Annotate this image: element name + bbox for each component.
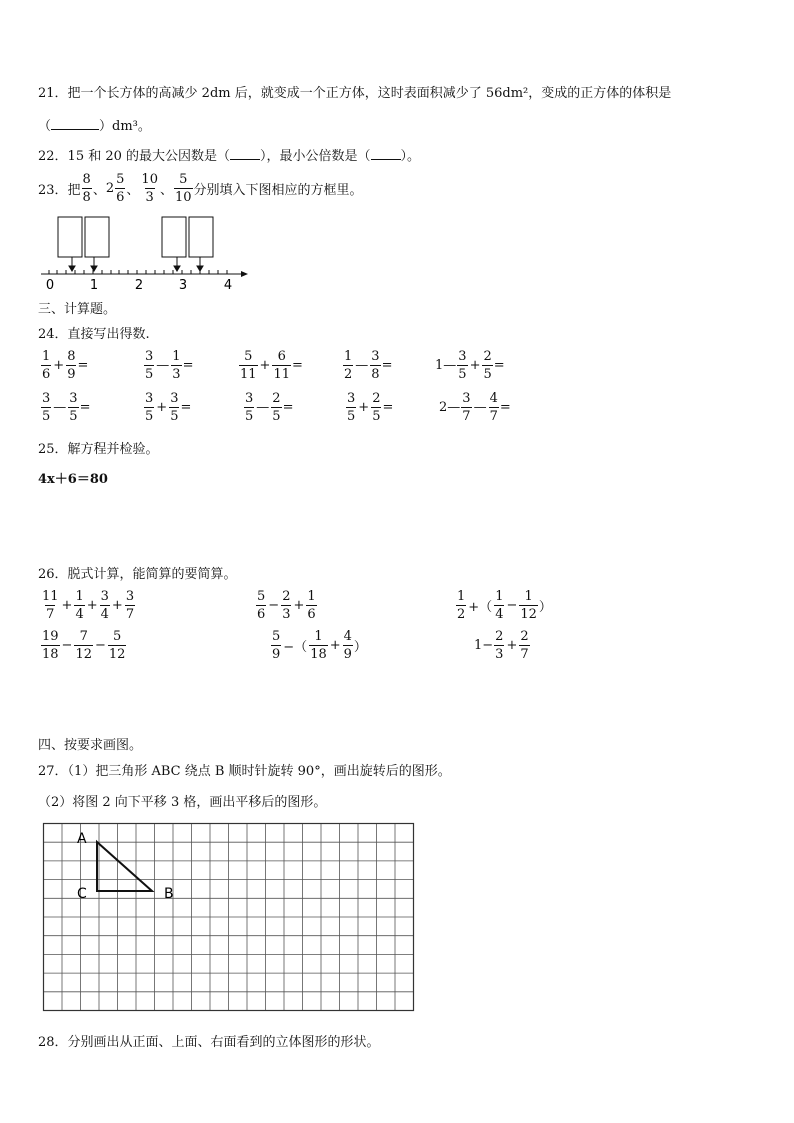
q24-expr-1-2: $\frac{3}{5}$ — $\frac{1}{3}$ = <box>145 349 194 382</box>
q24-expr-1-4: $\frac{1}{2}$ — $\frac{3}{8}$ = <box>344 349 393 382</box>
q22-line <box>38 145 420 164</box>
q26-expr-5: $\frac{5}{9}$ −（ $\frac{1}{18}$ + $\frac{4}{9}$ ） <box>272 629 367 662</box>
tick-label-2: 2 <box>134 278 144 292</box>
q24-expr-2-4: $\frac{3}{5}$ + $\frac{2}{5}$ = <box>347 391 394 424</box>
q24-title: 24．直接写出得数. <box>38 327 150 342</box>
q23-sep-1: 、 <box>92 183 106 198</box>
answer-box-4[interactable] <box>189 217 213 257</box>
q23-fraction-3: $\frac{10}{3}$ <box>141 172 158 205</box>
label-b: B <box>164 886 174 902</box>
triangle-abc <box>97 842 152 891</box>
q24-expr-2-5: 2— $\frac{3}{7}$ — $\frac{4}{7}$ = <box>439 391 511 424</box>
q28-text: 28．分别画出从正面、上面、右面看到的立体图形的形状。 <box>38 1035 380 1050</box>
q22-gcd-blank[interactable] <box>230 159 260 160</box>
q23-fraction-2: $\frac{5}{6}$ <box>116 172 125 205</box>
q21-line1: 21．把一个长方体的高减少 2dm 后，就变成一个正方体，这时表面积减少了 56dm²，变成的正方体的体积是 <box>38 86 672 101</box>
q24-expr-2-3: $\frac{3}{5}$ — $\frac{2}{5}$ = <box>245 391 294 424</box>
answer-box-2[interactable] <box>85 217 109 257</box>
q24-expr-2-2: $\frac{3}{5}$ + $\frac{3}{5}$ = <box>145 391 192 424</box>
pointer-arrows <box>69 257 203 271</box>
tick-label-1: 1 <box>89 278 99 292</box>
q22-lcm-blank[interactable] <box>371 159 401 160</box>
q27-line2: （2）将图 2 向下平移 3 格，画出平移后的图形。 <box>38 795 327 810</box>
q23-whole-2: 2 <box>105 181 115 196</box>
q26-expr-4: $\frac{19}{18}$ − $\frac{7}{12}$ − $\frac{5}{12}$ <box>42 629 126 662</box>
q26-expr-2: $\frac{5}{6}$ − $\frac{2}{3}$ + $\frac{1}{6}$ <box>257 589 316 622</box>
section-4-heading: 四、按要求画图。 <box>38 738 143 753</box>
q25-title: 25．解方程并检验。 <box>38 442 159 457</box>
q27-grid-figure <box>42 822 416 1014</box>
q26-expr-1: $\frac{11}{7}$ + $\frac{1}{4}$ + $\frac{3}{4}$ + $\frac{3}{7}$ <box>42 589 135 622</box>
q22-text-c: ）。 <box>400 149 421 164</box>
q26-expr-6: 1− $\frac{2}{3}$ + $\frac{2}{7}$ <box>474 629 529 662</box>
answer-box-3[interactable] <box>162 217 186 257</box>
label-a: A <box>77 831 87 847</box>
tick-label-3: 3 <box>178 278 188 292</box>
section-3-heading: 三、计算题。 <box>38 302 117 317</box>
q23-line <box>38 172 363 205</box>
label-c: C <box>77 886 87 902</box>
q24-expr-2-1: $\frac{3}{5}$ — $\frac{3}{5}$ = <box>42 391 91 424</box>
q22-text-b: ），最小公倍数是（ <box>260 149 371 164</box>
q23-prefix: 23．把 <box>38 183 81 198</box>
q25-equation: 4x＋6＝80 <box>38 472 108 487</box>
tick-label-4: 4 <box>223 278 233 292</box>
q23-sep-3: 、 <box>159 183 173 198</box>
q21-close: ）dm³。 <box>99 119 151 134</box>
q22-text-a: 22．15 和 20 的最大公因数是（ <box>38 149 231 164</box>
number-line-figure <box>36 212 256 292</box>
grid-lines <box>44 824 414 1011</box>
tick-label-0: 0 <box>45 278 55 292</box>
q21-line2 <box>38 115 151 134</box>
q27-line1: 27．（1）把三角形 ABC 绕点 B 顺时针旋转 90°，画出旋转后的图形。 <box>38 764 451 779</box>
q23-sep-2: 、 <box>126 183 140 198</box>
q23-fraction-4: $\frac{5}{10}$ <box>174 172 192 205</box>
q26-title: 26．脱式计算，能简算的要简算。 <box>38 567 237 582</box>
q26-expr-3: $\frac{1}{2}$ +（ $\frac{1}{4}$ − $\frac{1}{12}$ ） <box>457 589 552 622</box>
q24-expr-1-1: $\frac{1}{6}$ + $\frac{8}{9}$ = <box>42 349 89 382</box>
axis-ticks <box>49 270 227 274</box>
q24-expr-1-5: 1— $\frac{3}{5}$ + $\frac{2}{5}$ = <box>435 349 505 382</box>
q21-answer-blank[interactable] <box>51 129 99 130</box>
axis-arrow-icon <box>241 271 248 277</box>
q21-open: （ <box>38 119 52 134</box>
q23-suffix: 分别填入下图相应的方框里。 <box>193 183 363 198</box>
q23-fraction-1: $\frac{8}{8}$ <box>82 172 91 205</box>
q24-expr-1-3: $\frac{5}{11}$ + $\frac{6}{11}$ = <box>240 349 303 382</box>
answer-box-1[interactable] <box>58 217 82 257</box>
